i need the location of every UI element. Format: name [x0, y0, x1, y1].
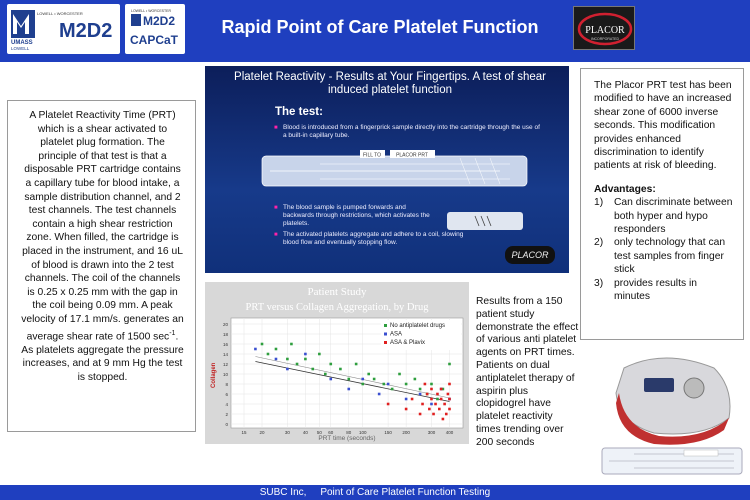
y-tick-label: 14	[222, 352, 228, 357]
data-point	[367, 373, 370, 376]
advantage-item: 1) Can discriminate between both hyper and hypo responders	[594, 197, 733, 236]
data-point	[296, 363, 299, 366]
x-tick-label: 150	[384, 430, 392, 435]
x-tick-label: 30	[284, 430, 290, 435]
data-point	[419, 388, 422, 391]
x-tick-label: 80	[346, 430, 352, 435]
chart-title: Patient Study	[307, 286, 367, 298]
data-point	[290, 343, 293, 346]
data-point	[398, 373, 401, 376]
x-tick-label: 20	[259, 430, 265, 435]
platelet-reactivity-slide	[205, 66, 569, 273]
footer-bar: SUBC Inc, Point of Care Platelet Function Testing	[0, 485, 750, 500]
data-point	[347, 388, 350, 391]
chart-y-label: Collagen	[211, 362, 217, 388]
data-point	[324, 373, 327, 376]
data-point	[275, 358, 278, 361]
data-point	[419, 413, 422, 416]
patient-study-chart	[205, 282, 469, 444]
scatter-plot	[205, 316, 469, 444]
svg-text:LOWELL: LOWELL	[11, 46, 30, 51]
legend-label: No antiplatelet drugs	[390, 323, 446, 329]
data-point	[434, 403, 437, 406]
slide-bullet-1: ■ Blood is introduced from a fingerprick sample directly into the cartridge through the use of a built-in capillary tube.	[283, 124, 543, 140]
y-tick-label: 10	[222, 372, 228, 377]
data-point	[430, 383, 433, 386]
data-point	[382, 383, 385, 386]
y-tick-label: 2	[225, 412, 228, 417]
x-tick-label: 40	[302, 430, 308, 435]
data-point	[448, 398, 451, 401]
y-tick-label: 0	[225, 422, 228, 427]
data-point	[438, 408, 441, 411]
data-point	[443, 403, 446, 406]
data-point	[436, 393, 439, 396]
advantage-item: 2) only technology that can test samples from finger stick	[594, 237, 726, 276]
slide-bullet-3: ■ The activated platelets aggregate and adhere to a coil, slowing blood flow and eventually stopping flow.	[283, 231, 473, 247]
capcat-logo	[125, 4, 185, 54]
svg-text:M2D2: M2D2	[59, 20, 113, 42]
svg-text:LOWELL • WORCESTER: LOWELL • WORCESTER	[37, 11, 83, 16]
y-tick-label: 4	[225, 402, 228, 407]
cartridge-label-fill: FILL TO	[363, 152, 381, 159]
svg-text:INCORPORATED: INCORPORATED	[591, 37, 619, 41]
data-point	[432, 413, 435, 416]
data-point	[304, 353, 307, 356]
slide-subtitle: The test:	[275, 106, 323, 118]
data-point	[329, 378, 332, 381]
legend-marker	[384, 333, 387, 336]
y-tick-label: 18	[222, 332, 228, 337]
cartridge-diagram	[260, 144, 530, 192]
x-tick-label: 60	[328, 430, 334, 435]
svg-text:PLACOR: PLACOR	[585, 25, 625, 36]
y-tick-label: 8	[225, 382, 228, 387]
x-tick-label: 50	[316, 430, 322, 435]
header-bar	[0, 0, 750, 62]
slide-title: Platelet Reactivity - Results at Your Fingertips. A test of shear induced platelet function	[234, 71, 546, 96]
data-point	[373, 378, 376, 381]
data-point	[436, 398, 439, 401]
placor-device-photo	[594, 348, 744, 480]
data-point	[339, 368, 342, 371]
x-tick-label: 100	[358, 430, 367, 435]
y-tick-label: 20	[222, 322, 228, 327]
poster-title: Rapid Point of Care Platelet Function	[221, 17, 539, 37]
data-point	[304, 358, 307, 361]
data-point	[426, 393, 429, 396]
legend-label: ASA & Plavix	[390, 340, 426, 346]
y-tick-label: 6	[225, 392, 228, 397]
data-point	[329, 363, 332, 366]
data-point	[440, 388, 443, 391]
advantages-title: Advantages:	[594, 183, 656, 195]
x-tick-label: 200	[402, 430, 410, 435]
data-point	[430, 398, 433, 401]
data-point	[414, 378, 417, 381]
y-tick-label: 12	[222, 362, 228, 367]
data-point	[421, 403, 424, 406]
legend-marker	[384, 324, 387, 327]
y-tick-label: 16	[222, 342, 228, 347]
svg-text:UMASS: UMASS	[11, 40, 33, 46]
svg-text:CAPCaT: CAPCaT	[130, 33, 179, 47]
data-point	[424, 383, 427, 386]
legend-label: ASA	[390, 331, 403, 338]
data-point	[267, 353, 270, 356]
data-point	[430, 403, 433, 406]
study-results-text: Results from a 150 patient study demonstrate the effect of various anti platelet agents on PRT times. Patients on dual antiplatelet therapy of aspirin plus clopidogrel have platelet reactivity times trending over 200 seconds	[476, 296, 579, 448]
data-point	[347, 378, 350, 381]
slide-bullet-2: ■ The blood sample is pumped forwards and backwards through restrictions, which activates the platelets.	[283, 204, 433, 228]
prt-description-text: A Platelet Reactivity Time (PRT) which is a shear activated to platelet plug formation. The principle of that test is that a disposable PRT cartridge contains a capillary tube for blood intake, a sample distribution channel, and 2 test channels. The test channels contain a high shear restriction zone. When filled, the cartridge is placed in the instrument, and 16 uL of blood is drawn into the 2 test channels. The coil of the channels is 0.25 x 0.25 mm with the gap in the coil being 0.09 mm. A peak velocity of 17.1 mm/s. generates an average shear rate of 1500 sec	[21, 110, 184, 342]
data-point	[448, 383, 451, 386]
placor-prt-panel	[580, 68, 744, 340]
data-point	[448, 363, 451, 366]
data-point	[419, 393, 422, 396]
data-point	[261, 343, 264, 346]
x-tick-label: 400	[445, 430, 454, 435]
data-point	[405, 383, 408, 386]
data-point	[378, 393, 381, 396]
m2d2-umass-logo	[7, 4, 120, 54]
advantage-item: 3) provides results in minutes	[594, 277, 697, 303]
data-point	[428, 408, 431, 411]
data-point	[318, 353, 321, 356]
advantages-list	[594, 196, 735, 303]
data-point	[442, 418, 445, 421]
data-point	[275, 348, 278, 351]
data-point	[361, 383, 364, 386]
data-point	[387, 383, 390, 386]
slide-placor-logo: PLACOR	[505, 246, 555, 264]
prt-description-panel	[7, 100, 196, 432]
chart-x-label: PRT time (seconds)	[318, 435, 376, 442]
data-point	[391, 388, 394, 391]
data-point	[448, 408, 451, 411]
legend-marker	[384, 341, 387, 344]
x-tick-label: 300	[427, 430, 436, 435]
data-point	[286, 368, 289, 371]
data-point	[355, 363, 358, 366]
data-point	[387, 403, 390, 406]
data-point	[361, 378, 364, 381]
placor-prt-description: The Placor PRT test has been modified to have an increased shear zone of 6000 inverse seconds. This modification provides enhanced discrimination to identify patients at risk of bleeding.	[594, 80, 732, 172]
data-point	[447, 393, 450, 396]
x-tick-label: 15	[241, 430, 247, 435]
prt-description-end: . As platelets aggregate the pressure increases, and at 9 mm Hg the test is stopped.	[21, 330, 184, 383]
data-point	[440, 398, 443, 401]
chart-subtitle: PRT versus Collagen Aggregation, by Drug	[245, 302, 429, 313]
svg-text:LOWELL • WORCESTER: LOWELL • WORCESTER	[131, 9, 171, 13]
data-point	[411, 398, 414, 401]
svg-text:M2D2: M2D2	[143, 14, 176, 28]
shear-unit-superscript: -1	[169, 329, 176, 337]
data-point	[254, 348, 257, 351]
cartridge-label-placor: PLACOR PRT	[396, 152, 428, 159]
data-point	[405, 408, 408, 411]
data-point	[445, 413, 448, 416]
data-point	[430, 388, 433, 391]
data-point	[286, 358, 289, 361]
data-point	[311, 368, 314, 371]
placor-logo	[573, 6, 635, 50]
data-point	[405, 398, 408, 401]
